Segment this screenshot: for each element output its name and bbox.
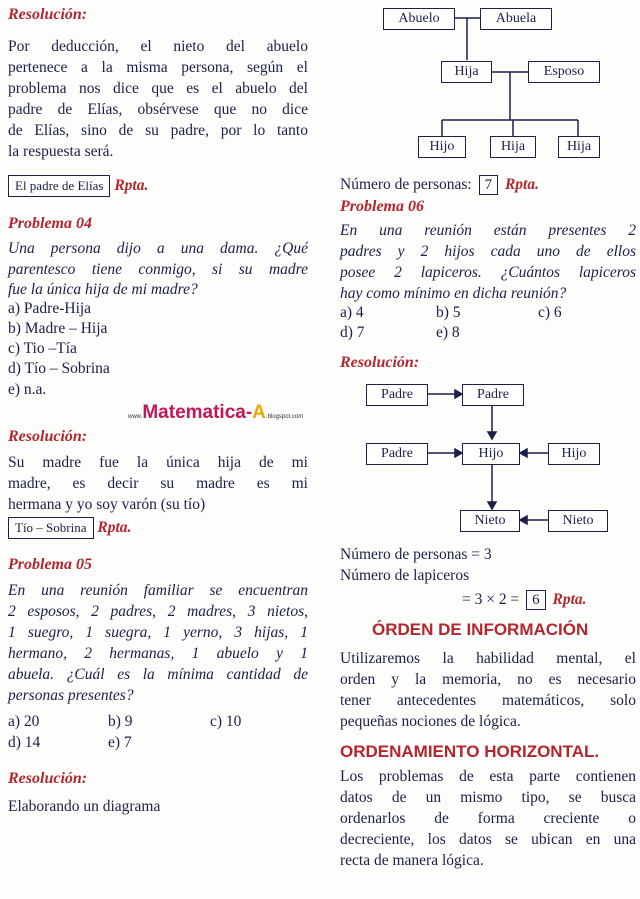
option-b: b) 9 — [108, 713, 133, 730]
diagram-node-padre-2: Padre — [462, 384, 524, 406]
answer-2-box: Tío – Sobrina — [8, 517, 94, 539]
option-d: d) Tío – Sobrina — [8, 360, 110, 377]
option-b: b) Madre – Hija — [8, 320, 108, 337]
pens-label: Número de lapiceros — [340, 567, 470, 584]
option-a: a) 20 — [8, 713, 40, 730]
answer-1-box: El padre de Elías — [8, 175, 110, 197]
option-c: c) 6 — [538, 304, 562, 321]
problem-04-heading: Problema 04 — [8, 215, 92, 232]
diagram-node-nieto: Nieto — [460, 510, 520, 532]
resolution-3-text: Elaborando un diagrama — [8, 798, 161, 815]
resolution-heading-3: Resolución: — [8, 770, 88, 787]
option-b: b) 5 — [436, 304, 461, 321]
problem-06-heading: Problema 06 — [340, 198, 424, 215]
people-count-value: 7 — [479, 175, 499, 195]
diagram-node-padre-1: Padre — [366, 384, 428, 406]
tree-node-hijo: Hijo — [418, 136, 466, 158]
resolution-heading-4: Resolución: — [340, 354, 420, 371]
rpta-label: Rpta. — [114, 177, 149, 194]
option-e: e) 8 — [436, 324, 460, 341]
tree-node-abuela: Abuela — [480, 8, 552, 30]
option-a: a) Padre-Hija — [8, 300, 92, 317]
tree-node-esposo: Esposo — [528, 61, 600, 83]
watermark-logo: www.Matematica-A.blogspot.com — [128, 402, 304, 423]
resolution-heading-2: Resolución: — [8, 428, 88, 445]
pens-calculation: = 3 × 2 = 6 Rpta. — [462, 591, 587, 608]
problem-05-heading: Problema 05 — [8, 556, 92, 573]
diagram-node-padre-3: Padre — [366, 443, 428, 465]
diagram-node-hijo-2: Hijo — [548, 443, 600, 465]
option-d: d) 14 — [8, 734, 41, 751]
option-c: c) 10 — [210, 713, 242, 730]
people-summary: Número de personas = 3 — [340, 546, 492, 563]
tree-node-hija-2: Hija — [490, 136, 536, 158]
tree-node-abuelo: Abuelo — [383, 8, 455, 30]
people-count: Número de personas: 7 Rpta. — [340, 176, 539, 193]
option-e: e) 7 — [108, 734, 132, 751]
diagram-node-hijo: Hijo — [462, 443, 520, 465]
option-e: e) n.a. — [8, 381, 47, 398]
option-c: c) Tio –Tía — [8, 340, 77, 357]
section-title-horizontal: ORDENAMIENTO HORIZONTAL. — [340, 742, 600, 761]
pens-value: 6 — [526, 590, 546, 610]
answer-2: Tío – Sobrina Rpta. — [8, 517, 131, 539]
option-d: d) 7 — [340, 324, 365, 341]
tree-node-hija: Hija — [441, 61, 492, 83]
tree-node-hija-3: Hija — [558, 136, 600, 158]
option-a: a) 4 — [340, 304, 364, 321]
diagram-node-nieto-2: Nieto — [548, 510, 608, 532]
section-title-orden: ÓRDEN DE INFORMACIÓN — [372, 620, 589, 639]
resolution-heading-1: Resolución: — [8, 6, 88, 23]
